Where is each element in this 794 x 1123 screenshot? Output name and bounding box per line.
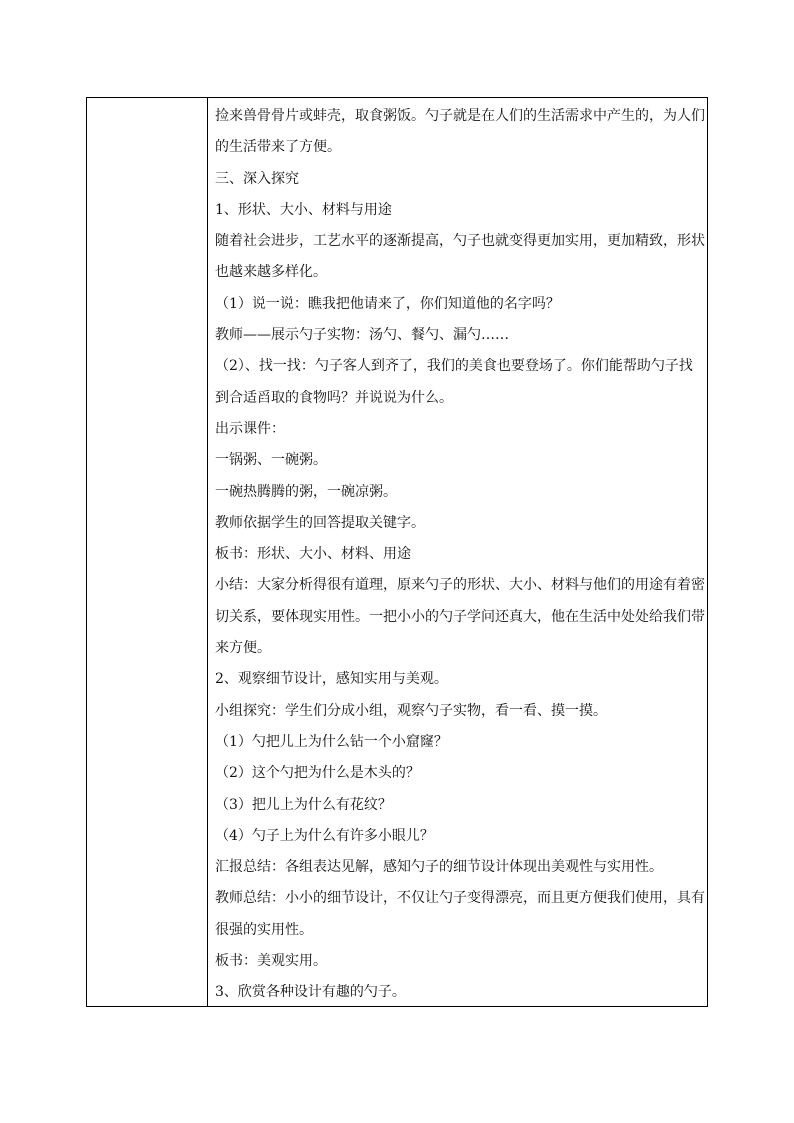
paragraph: （1）说一说：瞧我把他请来了，你们知道他的名字吗？ [215, 295, 560, 312]
section-heading: 三、深入探究 [215, 170, 299, 187]
paragraph: 板书：美观实用。 [215, 953, 327, 970]
paragraph: 出示课件： [215, 420, 285, 437]
paragraph: 教师总结：小小的细节设计，不仅让勺子变得漂亮，而且更方便我们使用，具有很强的实用性。 [215, 890, 705, 938]
column-divider [207, 98, 208, 1006]
paragraph: 汇报总结：各组表达见解，感知勺子的细节设计体现出美观性与实用性。 [215, 859, 663, 876]
question-item: （1）勺把儿上为什么钻一个小窟窿？ [215, 733, 448, 750]
table-left-cell [87, 98, 207, 1006]
lesson-table [86, 97, 708, 1007]
paragraph: 一碗热腾腾的粥，一碗凉粥。 [215, 483, 397, 500]
paragraph: 小结：大家分析得很有道理，原来勺子的形状、大小、材料与他们的用途有着密切关系，要体现实用性。一把小小的勺子学问还真大，他在生活中处处给我们带来方便。 [215, 577, 705, 657]
paragraph: 一锅粥、一碗粥。 [215, 452, 327, 469]
question-item: （2）这个勺把为什么是木头的？ [215, 765, 420, 782]
subsection-heading: 1、形状、大小、材料与用途 [215, 201, 392, 218]
paragraph: 随着社会进步，工艺水平的逐渐提高，勺子也就变得更加实用，更加精致，形状也越来越多样化。 [215, 233, 705, 281]
paragraph: 小组探究：学生们分成小组，观察勺子实物，看一看、摸一摸。 [215, 702, 607, 719]
paragraph: 板书：形状、大小、材料、用途 [215, 546, 411, 563]
subsection-heading: 3、欣赏各种设计有趣的勺子。 [215, 984, 406, 1001]
paragraph: 捡来兽骨骨片或蚌壳，取食粥饭。勺子就是在人们的生活需求中产生的，为人们的生活带来了方便。 [215, 108, 705, 156]
paragraph: 教师——展示勺子实物：汤勺、餐勺、漏勺…… [215, 327, 509, 344]
subsection-heading: 2、观察细节设计，感知实用与美观。 [215, 671, 448, 688]
paragraph: 教师依据学生的回答提取关键字。 [215, 514, 425, 531]
question-item: （4）勺子上为什么有许多小眼儿？ [215, 827, 434, 844]
question-item: （3）把儿上为什么有花纹？ [215, 796, 392, 813]
paragraph: （2）、找一找：勺子客人到齐了，我们的美食也要登场了。你们能帮助勺子找到合适舀取的食物吗？并说说为什么。 [215, 358, 693, 406]
table-content-cell [215, 101, 705, 1009]
